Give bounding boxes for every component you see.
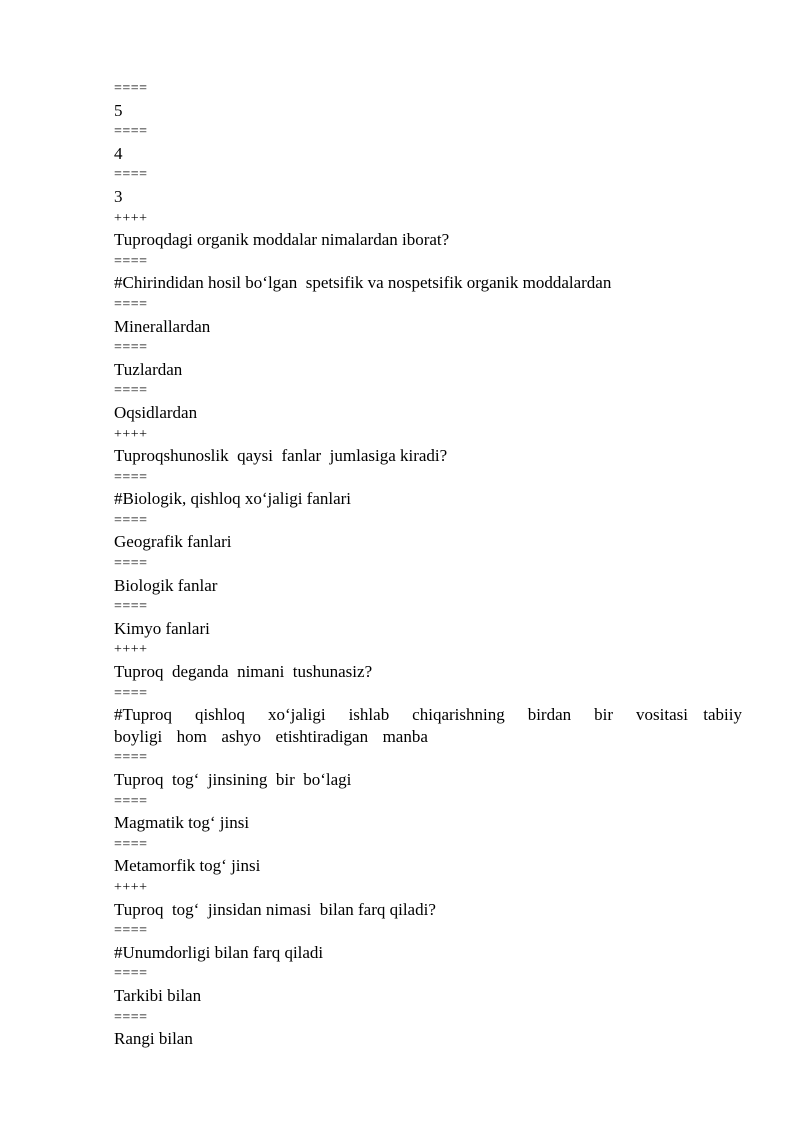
separator-line: ==== [114, 750, 148, 766]
answer-option: Magmatik tog‘ jinsi [114, 813, 250, 833]
separator-line: ==== [114, 383, 148, 399]
separator-line: ==== [114, 556, 148, 572]
answer-option: Metamorfik tog‘ jinsi [114, 856, 261, 876]
correct-answer: #Chirindidan hosil bo‘lgan spetsifik va nospetsifik organik moddalardan [114, 273, 612, 293]
correct-answer: #Unumdorligi bilan farq qiladi [114, 942, 324, 962]
correct-answer: #Tuproq qishloq xo‘jaligi ishlab chiqarishning birdan bir vositasi tabiiy boyligi hom ashyo etishtiradigan manba [114, 705, 750, 746]
answer-option: Tarkibi bilan [114, 985, 202, 1005]
question-text: Tuproq tog‘ jinsidan nimasi bilan farq qiladi? [114, 899, 436, 919]
separator-line: ==== [114, 81, 148, 96]
answer-option: Biologik fanlar [114, 575, 218, 595]
separator-line: ==== [114, 685, 148, 701]
question-text: Tuproqshunoslik qaysi fanlar jumlasiga kiradi? [114, 446, 448, 466]
separator-line: ==== [114, 124, 148, 140]
answer-option: Kimyo fanlari [114, 618, 210, 638]
answer-option: Minerallardan [114, 316, 211, 336]
question-separator: ++++ [114, 426, 148, 442]
answer-option: 4 [114, 143, 123, 163]
separator-line: ==== [114, 966, 148, 982]
answer-option: Oqsidlardan [114, 402, 198, 422]
separator-line: ==== [114, 512, 148, 528]
separator-line: ==== [114, 469, 148, 485]
answer-option: Geografik fanlari [114, 532, 232, 552]
separator-line: ==== [114, 167, 148, 183]
separator-line: ==== [114, 836, 148, 852]
answer-option: Rangi bilan [114, 1029, 193, 1049]
separator-line: ==== [114, 340, 148, 356]
question-separator: ++++ [114, 642, 148, 658]
answer-option: 3 [114, 186, 123, 206]
separator-line: ==== [114, 923, 148, 939]
document-page [114, 78, 750, 1050]
question-separator: ++++ [114, 879, 148, 895]
answer-option: Tuzlardan [114, 359, 183, 379]
correct-answer: #Biologik, qishloq xo‘jaligi fanlari [114, 489, 352, 509]
separator-line: ==== [114, 1009, 148, 1025]
question-separator: ++++ [114, 210, 148, 226]
question-text: Tuproqdagi organik moddalar nimalardan iborat? [114, 230, 450, 250]
separator-line: ==== [114, 599, 148, 615]
separator-line: ==== [114, 296, 148, 312]
question-text: Tuproq deganda nimani tushunasiz? [114, 662, 373, 682]
separator-line: ==== [114, 793, 148, 809]
answer-option: Tuproq tog‘ jinsining bir bo‘lagi [114, 770, 352, 789]
answer-option: 5 [114, 100, 123, 120]
separator-line: ==== [114, 253, 148, 269]
